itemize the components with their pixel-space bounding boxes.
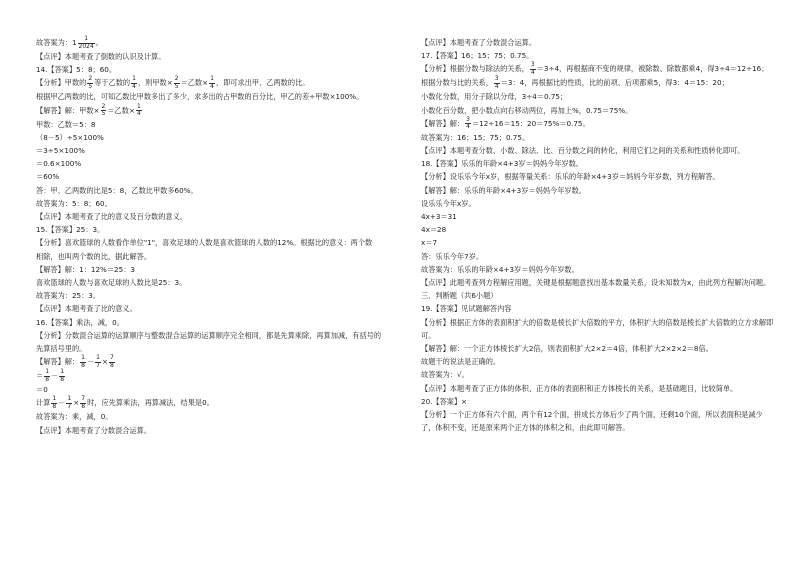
text-line <box>421 117 761 131</box>
text-line <box>36 276 376 289</box>
text-line <box>36 355 376 369</box>
fraction-numerator: 1 <box>136 102 141 110</box>
fraction-denominator: 8 <box>81 402 86 410</box>
fraction <box>80 396 86 410</box>
text-line <box>36 104 376 118</box>
text-run: ＝乙数× <box>180 78 209 88</box>
text-line <box>36 302 376 315</box>
text-run: － <box>86 357 95 367</box>
text-run: 小数化分数，用分子除以分母，3÷4＝0.75； <box>421 92 568 102</box>
text-run: 小数化百分数，把小数点向右移动两位，再加上%，0.75＝75%。 <box>421 105 633 115</box>
text-run: 答：乐乐今年7岁。 <box>421 251 484 261</box>
text-line <box>36 210 376 223</box>
text-line <box>36 197 376 210</box>
text-line <box>421 382 761 395</box>
text-run: 【点评】此题考查列方程解应用题，关键是根据题意找出基本数量关系，设未知数为x，由此列方程解决问题。 <box>421 278 771 288</box>
text-run: ＝3÷4，再根据商不变的规律，被除数、除数都乘4，得3÷4＝12÷16； <box>536 64 769 74</box>
text-run: ，则甲数× <box>137 78 173 88</box>
text-line <box>421 131 761 144</box>
text-run: × <box>102 357 109 367</box>
text-run: 【点评】本题考查了分数混合运算。 <box>421 38 537 47</box>
fraction-denominator: 4 <box>136 110 141 118</box>
text-run: 【解答】解： <box>421 118 465 128</box>
text-line <box>36 263 376 276</box>
text-run: 时，应先算乘法，再算减法，结果是0。 <box>87 398 214 408</box>
text-run: 17.【答案】16；15；75；0.75。 <box>421 51 534 61</box>
text-line <box>421 250 761 263</box>
text-line <box>421 61 769 76</box>
text-run: 根据分数与比的关系， <box>421 78 493 88</box>
text-line <box>36 131 376 144</box>
fraction <box>209 76 215 90</box>
text-run: 甲数：乙数＝5：8 <box>36 119 96 129</box>
text-line <box>421 90 761 103</box>
text-run: 【点评】本题考查了倒数的认识及计算。 <box>36 52 166 61</box>
fraction <box>109 355 115 369</box>
text-line <box>421 76 761 90</box>
text-run: 19.【答案】见试题解答内容 <box>421 304 512 314</box>
text-line <box>421 184 761 197</box>
fraction-denominator: 7 <box>96 361 100 369</box>
fraction-numerator: 3 <box>466 115 470 123</box>
text-line <box>36 184 376 197</box>
text-line <box>421 197 761 210</box>
text-line <box>36 170 376 183</box>
text-line <box>36 342 376 355</box>
fraction-denominator: 4 <box>466 123 470 131</box>
text-run: 【解答】解：乐乐的年龄×4+3岁＝妈妈今年岁数。 <box>421 185 586 195</box>
text-run: 答：甲、乙两数的比是5：8，乙数比甲数多60%。 <box>36 185 198 195</box>
text-run: 18.【答案】乐乐的年龄×4+3岁＝妈妈今年岁数。 <box>421 159 583 169</box>
text-run: x＝7 <box>421 238 438 248</box>
text-line <box>36 383 376 396</box>
fraction-numerator: 1 <box>210 75 214 83</box>
text-run: 先算括号里的。 <box>36 344 87 354</box>
text-run: 根据甲乙两数的比，可知乙数比甲数多出了多少，求多出的占甲数的百分比，甲乙的差÷甲数×100%。 <box>36 92 364 102</box>
text-line <box>421 210 761 223</box>
fraction <box>101 104 107 118</box>
text-run: 【点评】本题考查了比的意义及百分数的意义。 <box>36 212 187 222</box>
text-line <box>36 396 376 410</box>
text-run: 【分析】设乐乐今年x岁，根据等量关系：乐乐的年龄×4+3岁＝妈妈今年岁数，列方程解答。 <box>421 172 720 182</box>
text-run: 喜欢篮球的人数与喜欢足球的人数比是25：3。 <box>36 278 187 288</box>
text-run: 16.【答案】乘法，减，0。 <box>36 317 124 327</box>
text-run: ＝3÷5×100% <box>36 146 85 156</box>
text-run: 故答案为：5：8；60。 <box>36 198 112 208</box>
text-line <box>36 90 376 103</box>
fraction-denominator: 2024 <box>78 42 94 50</box>
fraction <box>131 76 137 90</box>
fraction <box>494 76 500 90</box>
text-run: 等于乙数的 <box>94 78 131 88</box>
text-run: 【分析】根据正方体的表面积扩大的倍数是棱长扩大倍数的平方，体积扩大的倍数是棱长扩大倍数的立方求解即 <box>421 317 774 327</box>
text-run: 故答案为：乘，减，0。 <box>36 412 113 422</box>
fraction-numerator: 1 <box>45 368 50 376</box>
fraction-numerator: 1 <box>78 36 95 44</box>
text-run: 20.【答案】× <box>421 396 468 406</box>
text-line <box>36 157 376 170</box>
text-run: 。 <box>95 38 103 47</box>
fraction <box>51 396 57 410</box>
fraction-denominator: 8 <box>45 375 50 383</box>
text-line <box>36 50 376 63</box>
text-line <box>421 144 761 157</box>
text-run: 三．判断题（共6小题） <box>421 291 498 301</box>
text-run: － <box>51 371 59 381</box>
text-run: 相除，也叫两个数的比，据此解答。 <box>36 251 152 261</box>
text-line <box>36 369 376 383</box>
text-line <box>421 223 761 236</box>
text-line <box>36 63 376 76</box>
fraction-denominator: 5 <box>101 110 106 118</box>
fraction <box>59 369 65 383</box>
text-run: 【解答】解：一个正方体棱长扩大2倍，则表面积扩大2×2＝4倍，体积扩大2×2×2＝8倍。 <box>421 344 713 354</box>
fraction <box>66 396 72 410</box>
text-line <box>421 316 774 329</box>
fraction-denominator: 7 <box>67 402 72 410</box>
fraction-numerator: 1 <box>60 368 65 376</box>
fraction-numerator: 2 <box>174 75 179 83</box>
fraction-numerator: 2 <box>101 102 106 110</box>
text-line <box>421 289 761 302</box>
text-line <box>36 424 376 437</box>
text-run: 【解答】解：甲数× <box>36 105 100 115</box>
text-run: 【解答】解：1：12%＝25：3 <box>36 264 135 274</box>
text-run: ＝12÷16＝15：20＝75%＝0.75。 <box>471 118 590 128</box>
text-run: 15.【答案】25：3。 <box>36 225 105 235</box>
fraction-denominator: 4 <box>132 82 136 90</box>
text-line <box>421 329 761 342</box>
text-line <box>421 49 761 62</box>
fraction-denominator: 8 <box>110 361 114 369</box>
fraction-numerator: 3 <box>494 75 499 83</box>
text-run: ＝ <box>36 371 44 381</box>
text-run: ，即可求出甲、乙两数的比。 <box>215 78 310 88</box>
fraction <box>80 355 86 369</box>
text-run: 可。 <box>421 330 436 340</box>
fraction-denominator: 8 <box>81 361 85 369</box>
text-run: 故答案为：1 <box>36 38 77 47</box>
text-run: 【解答】解： <box>36 357 80 367</box>
fraction-denominator: 5 <box>174 82 179 90</box>
text-run: 【分析】根据分数与除法的关系， <box>421 64 529 74</box>
text-run: ＝60% <box>36 172 60 182</box>
fraction-denominator: 4 <box>210 82 214 90</box>
text-run: 故题干的说法是正确的。 <box>421 357 501 367</box>
text-run: ＝乙数× <box>107 105 135 115</box>
text-line <box>421 421 761 434</box>
text-run: 【点评】本题考查分数、小数、除法、比、百分数之间的转化，利用它们之间的关系和性质转化即可。 <box>421 146 745 156</box>
text-run: 14.【答案】5：8；60。 <box>36 65 117 75</box>
fraction-denominator: 5 <box>88 82 93 90</box>
text-line <box>421 302 761 315</box>
fraction <box>95 355 101 369</box>
fraction <box>465 117 471 131</box>
text-run: ＝0.6×100% <box>36 159 82 169</box>
right-column <box>421 36 774 434</box>
text-run: × <box>73 398 80 408</box>
fraction-numerator: 3 <box>530 61 535 69</box>
text-line <box>421 355 761 368</box>
fraction <box>78 36 95 50</box>
text-line <box>421 236 761 249</box>
text-line <box>421 170 761 183</box>
text-run: 4x+3＝31 <box>421 212 457 222</box>
text-line <box>36 316 376 329</box>
text-line <box>36 250 376 263</box>
text-run: 故答案为：√。 <box>421 370 469 380</box>
fraction <box>87 76 93 90</box>
text-run: 【点评】本题考查了正方体的体积、正方体的表面积和正方体棱长的关系，是基础题目，比较简单。 <box>421 383 738 393</box>
fraction-denominator: 8 <box>60 375 65 383</box>
text-run: 【分析】甲数的 <box>36 78 87 88</box>
text-line <box>36 223 376 236</box>
text-line <box>421 157 761 170</box>
fraction <box>174 76 180 90</box>
fraction <box>530 62 536 76</box>
text-line <box>36 236 376 249</box>
fraction <box>136 104 142 118</box>
text-run: 故答案为：16；15；75；0.75。 <box>421 132 530 142</box>
text-run: 故答案为：25：3。 <box>36 291 101 301</box>
fraction-numerator: 7 <box>110 354 114 362</box>
fraction-numerator: 1 <box>52 395 57 403</box>
text-run: 设乐乐今年x岁。 <box>421 198 476 208</box>
fraction-denominator: 4 <box>530 68 535 76</box>
fraction-numerator: 2 <box>88 75 93 83</box>
text-run: － <box>58 398 66 408</box>
text-line <box>421 408 761 421</box>
text-run: （8－5）÷5×100% <box>36 132 104 142</box>
fraction-numerator: 7 <box>81 395 86 403</box>
text-line <box>36 76 376 90</box>
text-run: ＝0 <box>36 385 48 395</box>
text-line <box>36 289 376 302</box>
text-run: 了，体积不变，还是原来两个正方体的体积之和，由此即可解答。 <box>421 423 630 433</box>
text-line <box>421 395 761 408</box>
text-line <box>421 368 761 381</box>
fraction-denominator: 8 <box>52 402 57 410</box>
text-line <box>421 104 761 117</box>
text-run: 【分析】一个正方体有六个面，两个有12个面，拼成长方体后少了两个面，还剩10个面，所以表面积是减少 <box>421 410 763 420</box>
fraction-numerator: 1 <box>81 354 85 362</box>
text-run: 【点评】本题考查了分数混合运算。 <box>36 425 152 435</box>
text-run: 【点评】本题考查了比的意义。 <box>36 304 137 314</box>
fraction-denominator: 4 <box>494 82 499 90</box>
text-line <box>36 118 376 131</box>
text-line <box>421 342 761 355</box>
text-run: 故答案为：乐乐的年龄×4+3岁＝妈妈今年岁数。 <box>421 264 579 274</box>
text-run: 计算 <box>36 398 51 408</box>
text-run: ＝3：4，再根据比的性质，比的前项、后项都乘5，得3：4＝15：20； <box>500 78 729 88</box>
text-line <box>36 144 376 157</box>
text-line <box>36 36 376 50</box>
fraction-numerator: 1 <box>132 75 136 83</box>
left-column <box>36 35 382 437</box>
text-line <box>421 36 761 49</box>
fraction-numerator: 1 <box>96 354 100 362</box>
fraction-numerator: 1 <box>67 395 72 403</box>
text-line <box>36 329 382 342</box>
text-line <box>421 276 771 289</box>
fraction <box>44 369 50 383</box>
text-run: 【分析】喜欢篮球的人数看作单位"1"，喜欢足球的人数是喜欢篮球的人数的12%。根据比的意义：两个数 <box>36 238 373 248</box>
text-line <box>36 410 376 423</box>
text-run: 【分析】分数混合运算的运算顺序与整数混合运算的运算顺序完全相同，都是先算乘除，再算加减，有括号的 <box>36 330 382 340</box>
text-run: 4x＝28 <box>421 225 447 235</box>
text-line <box>421 263 761 276</box>
